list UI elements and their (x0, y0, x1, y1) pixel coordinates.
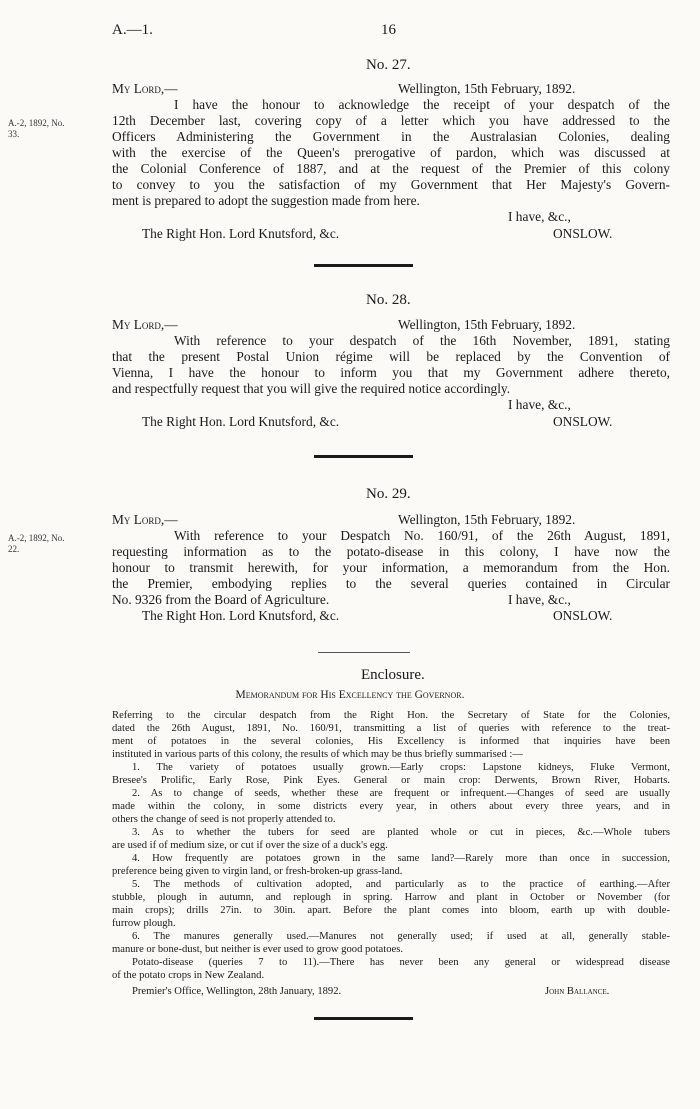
memo-heading: Memorandum for His Excellency the Governor. (235, 689, 465, 701)
body-line: ment is prepared to adopt the suggestion made from here. (112, 193, 420, 208)
memo-query-5: 5. The methods of cultivation adopted, and particularly as to the practice of earthing.—After (132, 879, 670, 890)
margin-reference-line: 33. (8, 129, 20, 139)
section-divider (314, 455, 413, 458)
body-line: With reference to your Despatch No. 160/91, of the 26th August, 1891, (174, 528, 670, 543)
memo-query-2: 2. As to change of seeds, whether these are frequent or infrequent.—Changes of seed are usually (132, 788, 670, 799)
despatch-number: No. 27. (366, 57, 411, 73)
body-line: the Premier, embodying replies to the several queries contained in Circular (112, 576, 670, 591)
body-line: that the present Postal Union régime will be replaced by the Convention of (112, 349, 670, 364)
memo-line: made within the colony, in some districts every year, in others about every three years, and in (112, 801, 670, 812)
memo-signature: John Ballance. (545, 986, 610, 997)
section-divider (318, 652, 410, 653)
margin-reference-line: A.-2, 1892, No. (8, 533, 65, 543)
addressee: The Right Hon. Lord Knutsford, &c. (142, 226, 340, 241)
body-line: requesting information as to the potato-disease in this colony, I have now the (112, 544, 670, 559)
signature: ONSLOW. (553, 414, 613, 429)
body-line: I have the honour to acknowledge the receipt of your despatch of the (174, 97, 670, 112)
margin-reference (8, 118, 65, 140)
margin-reference-line: 22. (8, 544, 20, 554)
memo-line: Bresee's Prolific, Early Rose, Pink Eyes. General or main crop: Derwents, Brown River, Hobarts. (112, 775, 670, 786)
addressee: The Right Hon. Lord Knutsford, &c. (142, 608, 340, 623)
memo-query-6: 6. The manures generally used.—Manures not generally used; if used at all, generally stable- (132, 931, 670, 942)
body-line: the Colonial Conference of 1887, and at the request of the Premier of this colony (112, 161, 670, 176)
closing: I have, &c., (508, 592, 571, 607)
memo-line: of the potato crops in New Zealand. (112, 970, 265, 981)
body-line: 12th December last, covering copy of a letter which you have addressed to the (112, 113, 670, 128)
memo-line: others the change of seed is not properly attended to. (112, 814, 336, 825)
body-line: With reference to your despatch of the 16th November, 1891, stating (174, 333, 670, 348)
memo-line: furrow plough. (112, 918, 176, 929)
memo-line: instituted in various parts of this colony, the results of which may be thus briefly summarised :— (112, 749, 523, 760)
memo-line: main crops); drills 27in. to 30in. apart. Before the plant comes into bloom, earth up with double- (112, 905, 670, 916)
body-line: with the exercise of the Queen's prerogative of pardon, which was discussed at (112, 145, 670, 160)
section-divider (314, 264, 413, 267)
despatch-number: No. 29. (366, 486, 411, 502)
memo-office: Premier's Office, Wellington, 28th January, 1892. (132, 986, 342, 997)
memo-line: preference being given to virgin land, or fresh-broken-up grass-land. (112, 866, 403, 877)
body-line: No. 9326 from the Board of Agriculture. (112, 592, 330, 607)
section-divider (314, 1017, 413, 1020)
body-line: honour to transmit herewith, for your information, a memorandum from the Hon. (112, 560, 670, 575)
dateline: Wellington, 15th February, 1892. (398, 512, 576, 527)
body-line: and respectfully request that you will give the required notice accordingly. (112, 381, 511, 396)
enclosure-title: Enclosure. (361, 667, 425, 683)
memo-query-3: 3. As to whether the tubers for seed are planted whole or cut in pieces, &c.—Whole tubers (132, 827, 670, 838)
salutation: My Lord,— (112, 81, 178, 96)
memo-line: ment of potatoes in the several colonies, His Excellency is informed that inquiries have been (112, 736, 670, 747)
memo-line: Referring to the circular despatch from the Right Hon. the Secretary of State for the Colonies, (112, 710, 670, 721)
memo-line: are used if of medium size, or cut if over the size of a duck's egg. (112, 840, 388, 851)
salutation: My Lord,— (112, 317, 178, 332)
addressee: The Right Hon. Lord Knutsford, &c. (142, 414, 340, 429)
closing: I have, &c., (508, 397, 571, 412)
memo-query-4: 4. How frequently are potatoes grown in the same land?—Rarely more than once in succession, (132, 853, 670, 864)
memo-line: manure or bone-dust, but neither is ever used to grow good potatoes. (112, 944, 403, 955)
margin-reference-line: A.-2, 1892, No. (8, 118, 65, 128)
memo-query-1: 1. The variety of potatoes usually grown.—Early crops: Lapstone kidneys, Fluke Vermont, (132, 762, 670, 773)
dateline: Wellington, 15th February, 1892. (398, 81, 576, 96)
despatch-number: No. 28. (366, 292, 411, 308)
body-line: Vienna, I have the honour to inform you that my Government adhere thereto, (112, 365, 670, 380)
signature: ONSLOW. (553, 608, 613, 623)
signature: ONSLOW. (553, 226, 613, 241)
page-number: 16 (381, 22, 396, 38)
body-line: to convey to you the satisfaction of my Government that Her Majesty's Govern- (112, 177, 670, 192)
memo-potato-disease: Potato-disease (queries 7 to 11).—There has never been any general or widespread disease (132, 957, 670, 968)
body-line: Officers Administering the Government in the Australasian Colonies, dealing (112, 129, 670, 144)
salutation: My Lord,— (112, 512, 178, 527)
page-series: A.—1. (112, 22, 153, 38)
margin-reference (8, 533, 65, 555)
memo-line: dated the 26th August, 1891, No. 160/91, transmitting a list of queries with reference to the treat- (112, 723, 670, 734)
closing: I have, &c., (508, 209, 571, 224)
dateline: Wellington, 15th February, 1892. (398, 317, 576, 332)
memo-line: stubble, plough in autumn, and replough in spring. Harrow and plant in October or November (for (112, 892, 670, 903)
